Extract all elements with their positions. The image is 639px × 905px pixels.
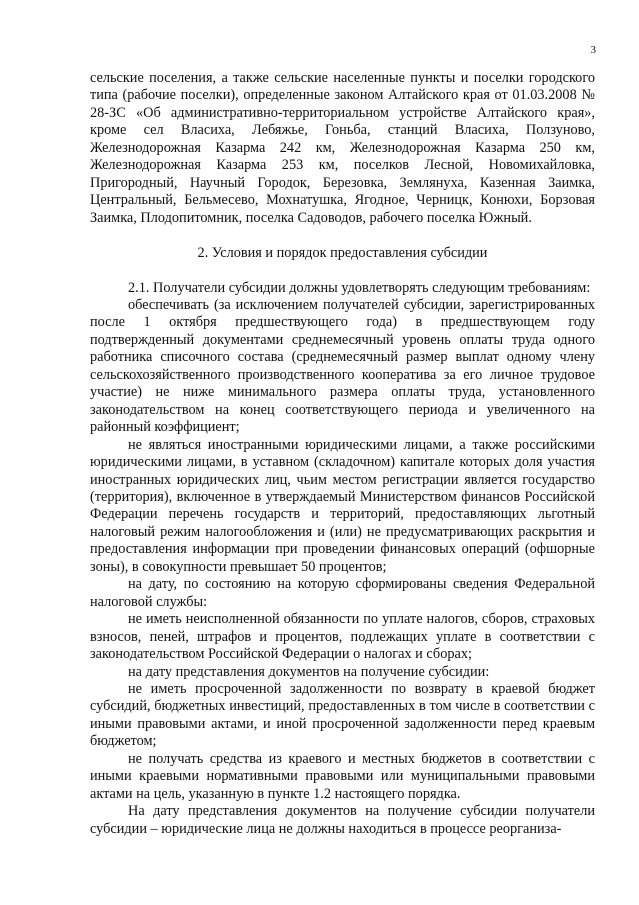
page-number: 3	[590, 44, 596, 56]
paragraph-requirements-intro: 2.1. Получатели субсидии должны удовлетворять следующим требованиям:	[128, 279, 591, 296]
document-body	[90, 70, 595, 838]
paragraph-submission-date: на дату представления документов на получение субсидии:	[128, 663, 490, 680]
paragraph-settlements: сельские поселения, а также сельские населенные пункты и поселки городского типа (рабочие поселки), определенные законом Алтайского края от 01.03.2008 № 28-ЗС «Об административно-территориальном устройстве Алтайского края», кроме сел Власиха, Лебяжье, Гоньба, станций Власиха, Ползуново, Железнодорожная Казарма 242 км, Железнодорожная Казарма 250 км, Железнодорожная Казарма 253 км, поселков Лесной, Новомихайловка, Пригородный, Научный Городок, Березовка, Землянуха, Казенная Заимка, Центральный, Бельмесево, Мохнатушка, Ягодное, Черницк, Конюхи, Борзовая Заимка, Плодопитомник, поселка Садоводов, рабочего поселка Южный.	[90, 70, 595, 226]
paragraph-overdue-debt: не иметь просроченной задолженности по возврату в краевой бюджет субсидий, бюджетных инвестиций, предоставленных в том числе в соответствии с иными правовыми актами, и иной просроченной задолженности перед краевым бюджетом;	[90, 680, 595, 750]
paragraph-reorganization: На дату представления документов на получение субсидии получатели субсидии – юридические лица не должны находиться в процессе реорганиза-	[90, 803, 595, 837]
paragraph-foreign-entity: не являться иностранными юридическими лицами, а также российскими юридическими лицами, в уставном (складочном) капитале которых доля участия иностранных юридических лиц, чьим местом регистрации является государство (территория), включенное в утверждаемый Министерством финансов Российской Федерации перечень государств и территорий, предоставляющих льготный налоговый режим налогообложения и (или) не предусматривающих раскрытия и предоставления информации при проведении финансовых операций (офшорные зоны), в совокупности превышает 50 процентов;	[90, 436, 595, 575]
paragraph-tax-obligations: не иметь неисполненной обязанности по уплате налогов, сборов, страховых взносов, пеней, штрафов и процентов, подлежащих уплате в соответствии с законодательством Российской Федерации о налогах и сборах;	[90, 611, 595, 663]
paragraph-no-other-funds: не получать средства из краевого и местных бюджетов в соответствии с иными краевыми нормативными правовыми или муниципальными правовыми актами на цель, указанную в пункте 1.2 настоящего порядка.	[90, 750, 595, 802]
paragraph-wage-requirement: обеспечивать (за исключением получателей субсидии, зарегистрированных после 1 октября предшествующего года) в предшествующем году подтвержденный документами среднемесячный уровень оплаты труда одного работника списочного состава (среднемесячный размер выплат одному члену сельскохозяйственного производственного кооператива за его личное трудовое участие) не ниже минимального размера оплаты труда, установленного законодательством на конец соответствующего периода и увеличенного на районный коэффициент;	[90, 296, 595, 436]
paragraph-tax-service-date: на дату, по состоянию на которую сформированы сведения Федеральной налоговой службы:	[90, 576, 595, 610]
section-heading: 2. Условия и порядок предоставления субсидии	[197, 244, 488, 261]
